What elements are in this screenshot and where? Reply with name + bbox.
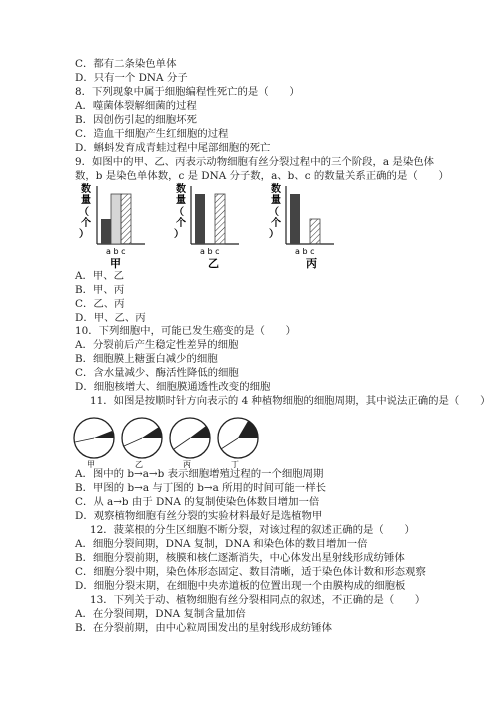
q12-option-b: B．细胞分裂前期，核膜和核仁逐渐消失，中心体发出星射线形成纺锤体 bbox=[75, 552, 405, 564]
q13-option-a: A．在分裂间期，DNA 复制含量加倍 bbox=[75, 608, 246, 620]
q9-stem-line-2: 数，b 是染色单体数，c 是 DNA 分子数，a、b、c 的数量关系正确的是（ ） bbox=[75, 170, 449, 182]
y-label-char-2: 量 bbox=[271, 195, 281, 206]
y-label-char-3: （ bbox=[269, 207, 279, 218]
bar-c bbox=[121, 194, 131, 244]
cycle-ding bbox=[218, 418, 258, 469]
y-label-char-2: 量 bbox=[81, 195, 91, 206]
q9-stem-line-1: 9．如图中的甲、乙、丙表示动物细胞有丝分裂过程中的三个阶段，a 是染色体 bbox=[75, 156, 434, 168]
y-label-char-2: 量 bbox=[176, 195, 186, 206]
q11-cell-cycle-diagrams bbox=[72, 413, 272, 469]
y-label-char-5: ） bbox=[269, 229, 279, 240]
bar-a bbox=[101, 219, 111, 244]
q10-option-c: C．含水量减少、酶活性降低的细胞 bbox=[75, 367, 239, 379]
tick-label: a b c bbox=[295, 247, 315, 256]
cycle-bing bbox=[170, 418, 210, 469]
chart-label-jia: 甲 bbox=[110, 257, 121, 270]
chart-label-bing: 丙 bbox=[306, 257, 317, 270]
chart-bing bbox=[269, 182, 334, 270]
tick-label: a b c bbox=[106, 247, 126, 256]
bar-a bbox=[195, 194, 205, 244]
cycle-jia bbox=[74, 418, 114, 469]
q11-option-c: C．从 a→b 由于 DNA 的复制使染色体数目增加一倍 bbox=[75, 496, 320, 508]
y-label-char-1: 数 bbox=[176, 184, 186, 195]
q8-option-b: B．因创伤引起的细胞坏死 bbox=[75, 114, 197, 126]
chart-label-yi: 乙 bbox=[208, 257, 219, 270]
q11-option-a: A．图中的 b→a→b 表示细胞增殖过程的一个细胞周期 bbox=[75, 468, 324, 480]
y-label-char-3: （ bbox=[79, 207, 89, 218]
q9-option-a: A．甲、乙 bbox=[75, 270, 125, 282]
circle-label-jia: 甲 bbox=[87, 460, 95, 469]
y-label-char-3: （ bbox=[174, 207, 184, 218]
circle-label-ding: 丁 bbox=[231, 460, 239, 469]
q13-stem: 13．下列关于动、植物细胞有丝分裂相同点的叙述，不正确的是（ ） bbox=[90, 594, 426, 606]
q8-option-d: D．蝌蚪发育成青蛙过程中尾部细胞的死亡 bbox=[75, 142, 271, 154]
q13-option-b: B．在分裂前期，由中心粒周围发出的星射线形成纺锤体 bbox=[75, 622, 333, 634]
q9-option-c: C．乙、丙 bbox=[75, 298, 125, 310]
y-label-char-4: 个 bbox=[271, 218, 281, 229]
bar-c bbox=[215, 194, 225, 244]
chart-jia bbox=[79, 182, 145, 270]
y-label-char-5: ） bbox=[174, 229, 184, 240]
circle-label-yi: 乙 bbox=[135, 460, 143, 469]
bar-c bbox=[310, 219, 320, 244]
q7-option-d: D．只有一个 DNA 分子 bbox=[75, 72, 188, 84]
q10-option-a: A．分裂前后产生稳定性差异的细胞 bbox=[75, 339, 239, 351]
cycle-yi bbox=[122, 418, 162, 469]
bar-a bbox=[290, 194, 300, 244]
q7-option-c: C．都有二条染色单体 bbox=[75, 58, 177, 70]
y-label-char-1: 数 bbox=[81, 184, 91, 195]
chart-yi bbox=[174, 182, 239, 270]
y-label-char-4: 个 bbox=[81, 218, 91, 229]
q12-option-d: D．细胞分裂末期，在细胞中央赤道板的位置出现一个由膜构成的细胞板 bbox=[75, 580, 406, 592]
circle-label-bing: 丙 bbox=[183, 460, 191, 469]
y-label-char-1: 数 bbox=[271, 184, 281, 195]
q9-bar-charts bbox=[70, 178, 370, 270]
q12-option-a: A．细胞分裂间期，DNA 复制，DNA 和染色体的数目增加一倍 bbox=[75, 538, 368, 550]
q10-option-b: B．细胞膜上糖蛋白减少的细胞 bbox=[75, 353, 218, 365]
q11-option-b: B．甲图的 b→a 与丁图的 b→a 所用的时间可能一样长 bbox=[75, 482, 326, 494]
q8-option-a: A．噬菌体裂解细菌的过程 bbox=[75, 100, 197, 112]
q12-stem: 12．菠菜根的分生区细胞不断分裂，对该过程的叙述正确的是（ ） bbox=[90, 524, 415, 536]
y-label-char-5: ） bbox=[79, 229, 89, 240]
q10-option-d: D．细胞核增大、细胞膜通透性改变的细胞 bbox=[75, 381, 271, 393]
q9-option-d: D．甲、乙、丙 bbox=[75, 312, 146, 324]
q11-option-d: D．观察植物细胞有丝分裂的实验材料最好是选植物甲 bbox=[75, 510, 323, 522]
q10-stem: 10．下列细胞中，可能已发生癌变的是（ ） bbox=[75, 325, 297, 337]
bar-b bbox=[111, 194, 121, 244]
q8-stem: 8．下列现象中属于细胞编程性死亡的是（ ） bbox=[75, 86, 300, 98]
q12-option-c: C．细胞分裂中期，染色体形态固定、数目清晰，适于染色体计数和形态观察 bbox=[75, 566, 426, 578]
y-label-char-4: 个 bbox=[176, 218, 186, 229]
tick-label: a b c bbox=[200, 247, 220, 256]
q8-option-c: C．造血干细胞产生红细胞的过程 bbox=[75, 128, 229, 140]
q11-stem: 11．如图是按顺时针方向表示的 4 种植物细胞的细胞周期，其中说法正确的是（ ） bbox=[90, 395, 491, 407]
q9-option-b: B．甲、丙 bbox=[75, 284, 125, 296]
